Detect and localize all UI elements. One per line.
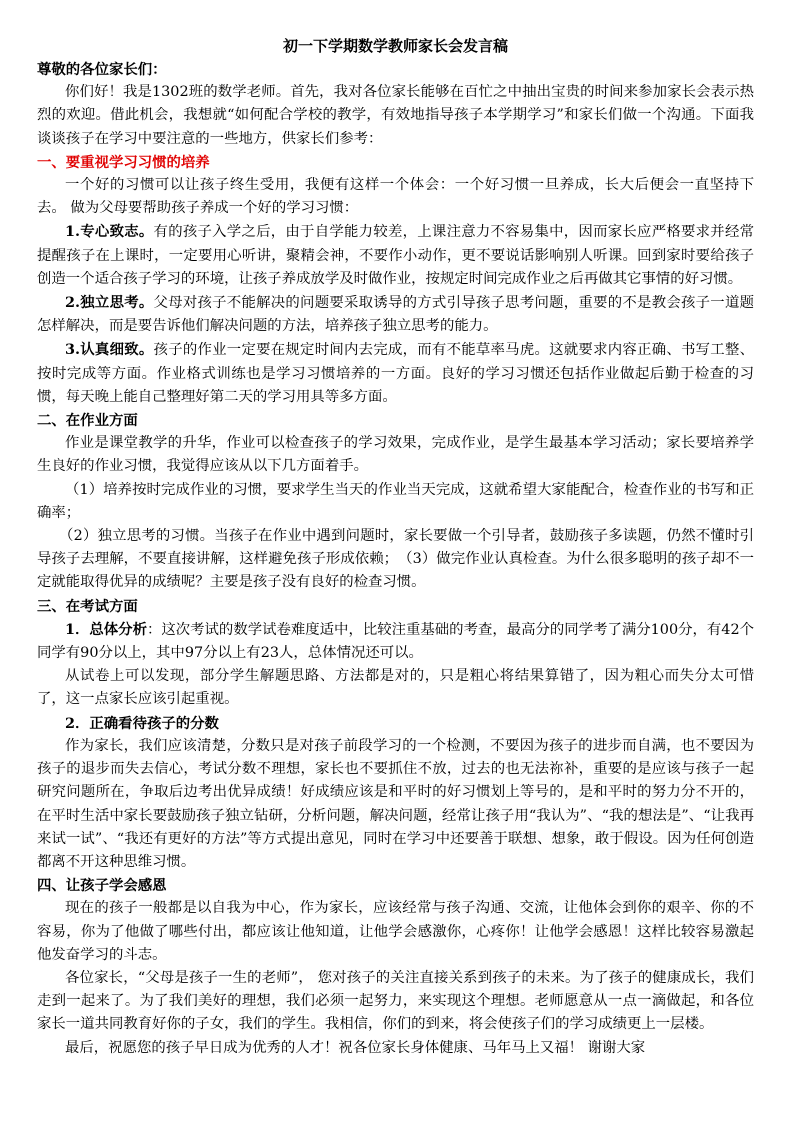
section1-item-1	[37, 220, 754, 291]
item-text: ：这次考试的数学试卷难度适中，比较注重基础的考查，最高分的同学考了满分100分，有42个同学有90分以上，其中97分以上有23人，总体情况还可以。	[37, 621, 754, 662]
section3-paragraph-2: 从试卷上可以发现，部分学生解题思路、方法都是对的，只是粗心将结果算错了，因为粗心而失分太可惜了，这一点家长应该引起重视。	[37, 668, 754, 708]
document-title: 初一下学期数学教师家长会发言稿	[282, 37, 508, 55]
closing-paragraph: 最后，祝愿您的孩子早日成为优秀的人才！祝各位家长身体健康、马年马上又福！ 谢谢大家	[65, 1039, 646, 1056]
section1-heading: 一、要重视学习习惯的培养	[37, 153, 210, 171]
item-label: 3.认真细致。	[65, 341, 154, 359]
item-text: 有的孩子入学之后，由于自学能力较差，上课注意力不容易集中，因而家长应严格要求并经常提醒孩子在上课时，一定要用心听讲，聚精会神，不要作小动作，更不要说话影响别人听课。回到家时要给孩子创造一个适合孩子学习的环境，让孩子养成放学及时做作业，按规定时间完成作业之后再做其它事情的好习惯。	[37, 224, 754, 287]
section4-paragraph-1: 现在的孩子一般都是以自我为中心，作为家长，应该经常与孩子沟通、交流，让他体会到你的艰辛、你的不容易，你为了他做了哪些付出，都应该让他知道，让他学会感激你，心疼你！让他学会感恩！这样比较容易激起他发奋学习的斗志。	[37, 900, 754, 963]
section3-item-2-heading: 2．正确看待孩子的分数	[65, 714, 219, 732]
section4-paragraph-2: 各位家长，“父母是孩子一生的老师”， 您对孩子的关注直接关系到孩子的未来。为了孩子的健康成长，我们走到一起来了。为了我们美好的理想，我们必须一起努力，来实现这个理想。老师愿意从一点一滴做起，和各位家长一道共同教育好你的子女，我们的学生。我相信，你们的到来，将会使孩子们的学习成绩更上一层楼。	[37, 969, 754, 1033]
item-label: 1.专心致志。	[65, 223, 154, 241]
item-label: 1．总体分析	[65, 620, 147, 638]
section2-lead: 作业是课堂教学的升华，作业可以检查孩子的学习效果，完成作业，是学生最基本学习活动；家长要培养学生良好的作业习惯，我觉得应该从以下几方面着手。	[37, 435, 754, 475]
salutation: 尊敬的各位家长们：	[37, 61, 167, 78]
section1-lead: 一个好的习惯可以让孩子终生受用，我便有这样一个体会：一个好习惯一旦养成，长大后便会一直坚持下去。 做为父母要帮助孩子养成一个好的学习习惯：	[37, 177, 754, 217]
section2-paragraph-1: （1）培养按时完成作业的习惯，要求学生当天的作业当天完成，这就希望大家能配合，检查作业的书写和正确率；	[37, 481, 754, 521]
section2-paragraph-2: （2）独立思考的习惯。当孩子在作业中遇到问题时，家长要做一个引导者，鼓励孩子多读题，仍然不懂时引导孩子去理解，不要直接讲解，这样避免孩子形成依赖； （3）做完作业认真检查。为什么很多聪明的孩子却不一定就能取得优异的成绩呢？主要是孩子没有良好的检查习惯。	[37, 528, 754, 591]
section1-item-2	[37, 291, 754, 338]
section3-item-1	[37, 618, 754, 665]
section2-heading: 二、在作业方面	[37, 412, 138, 430]
section3-paragraph-3: 作为家长，我们应该清楚，分数只是对孩子前段学习的一个检测，不要因为孩子的进步而自满，也不要因为孩子的退步而失去信心，考试分数不理想，家长也不要抓住不放，过去的也无法祢补，重要的是应该与孩子一起研究问题所在，争取后边考出优异成绩！好成绩应该是和平时的好习惯划上等号的，是和平时的努力分不开的，在平时生活中家长要鼓励孩子独立钻研，分析问题，解决问题，经常让孩子用“我认为”、“我的想法是”、“让我再来试一试”、“我还有更好的方法”等方式提出意见，同时在学习中还要善于联想、想象，敢于假设。因为任何创造都离不开这种思维习惯。	[37, 737, 754, 870]
item-label: 2.独立思考。	[65, 294, 154, 312]
section3-heading: 三、在考试方面	[37, 597, 138, 615]
item-text: 孩子的作业一定要在规定时间内去完成，而有不能草率马虎。这就要求内容正确、书写工整、按时完成等方面。作业格式训练也是学习习惯培养的一方面。良好的学习习惯还包括作业做起后勤于检查的习惯，每天晚上能自己整理好第二天的学习用具等多方面。	[37, 342, 754, 405]
section1-item-3	[37, 338, 754, 409]
intro-paragraph: 你们好！我是1302班的数学老师。首先，我对各位家长能够在百忙之中抽出宝贵的时间来参加家长会表示热烈的欢迎。借此机会，我想就“如何配合学校的教学，有效地指导孩子本学期学习”和家长们做一个沟通。下面我谈谈孩子在学习中要注意的一些地方，供家长们参考：	[37, 84, 754, 147]
section4-heading: 四、让孩子学会感恩	[37, 877, 167, 895]
item-text: 父母对孩子不能解决的问题要采取诱导的方式引导孩子思考问题，重要的不是教会孩子一道题怎样解决，而是要告诉他们解决问题的方法，培养孩子独立思考的能力。	[37, 295, 754, 335]
